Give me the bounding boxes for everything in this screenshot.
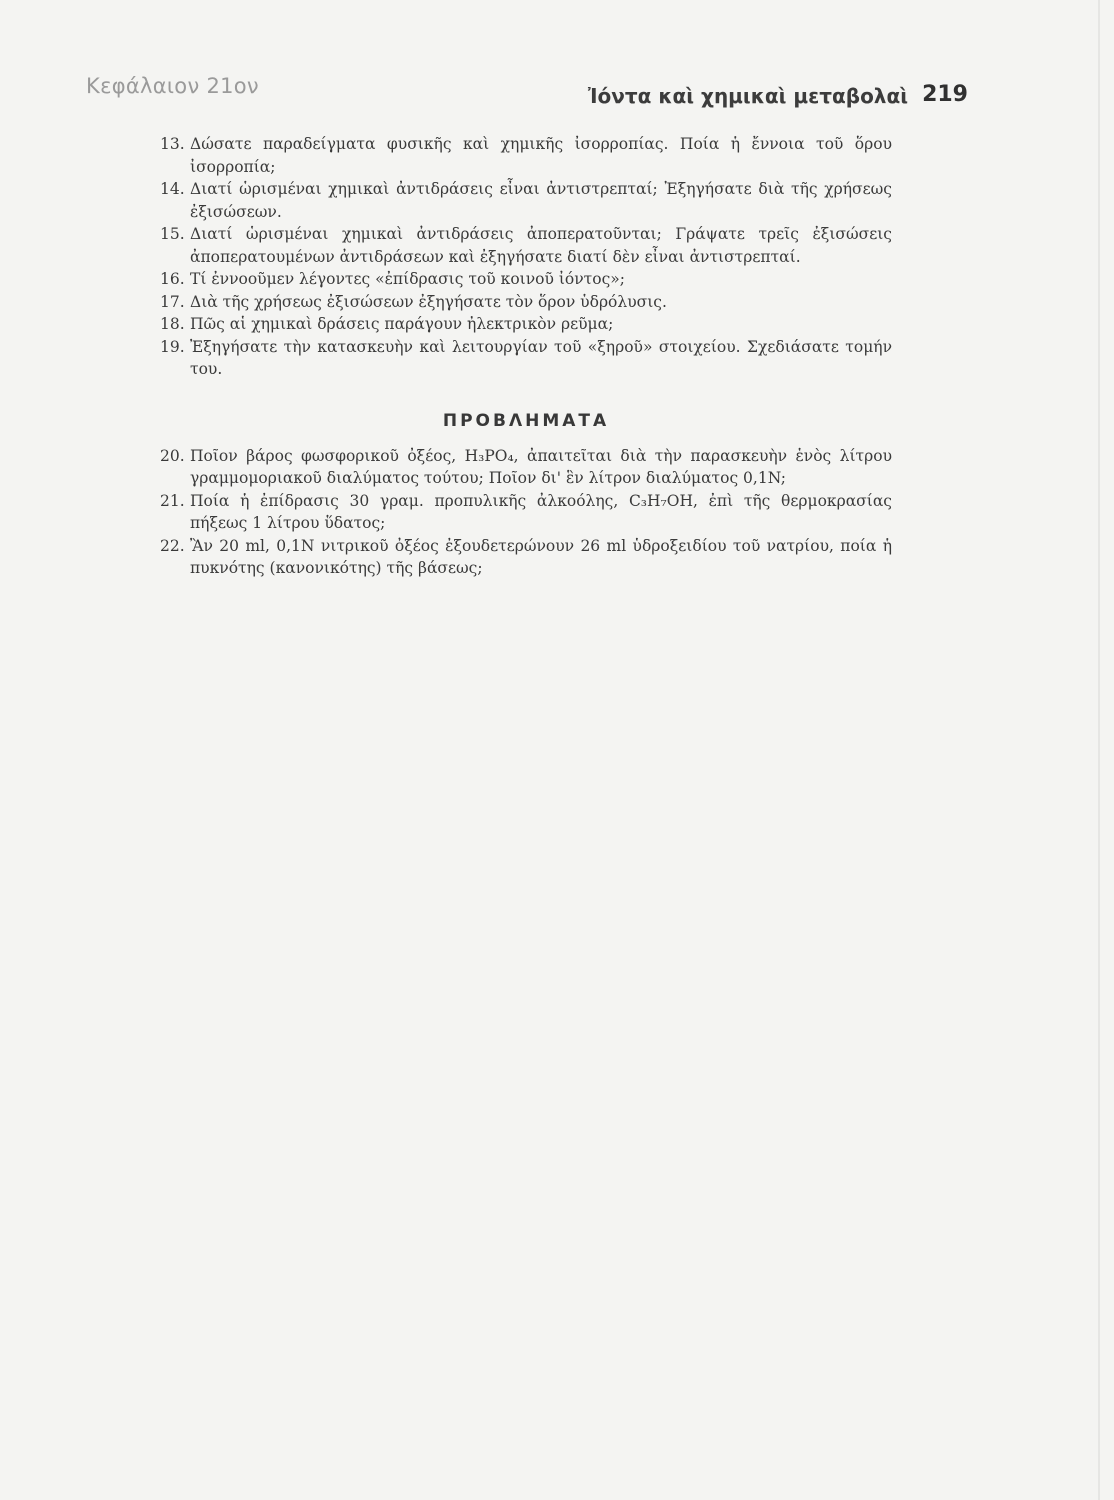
problem-number: 21. xyxy=(160,491,185,510)
question-text: Πῶς αἱ χημικαὶ δράσεις παράγουν ἠλεκτρικὸν ρεῦμα; xyxy=(190,315,614,333)
question-text: Διατί ὡρισμέναι χημικαὶ ἀντιδράσεις εἶναι ἀντιστρεπταί; Ἐξηγήσατε διὰ τῆς χρήσεως ἐξισώσεων. xyxy=(190,180,892,221)
question-14 xyxy=(160,178,892,223)
chapter-label: Κεφάλαιον 21ον xyxy=(86,74,259,98)
page-header xyxy=(86,72,968,112)
page-content xyxy=(160,133,892,580)
problem-text: Ἂν 20 ml, 0,1N νιτρικοῦ ὀξέος ἐξουδετερώνουν 26 ml ὑδροξειδίου τοῦ νατρίου, ποία ἡ πυκνότης (κανονικότης) τῆς βάσεως; xyxy=(190,536,892,577)
question-number: 17. xyxy=(160,292,185,311)
question-text: Διατί ὡρισμέναι χημικαὶ ἀντιδράσεις ἀποπερατοῦνται; Γράψατε τρεῖς ἐξισώσεις ἀποπερατουμένων ἀντιδράσεων καὶ ἐξηγήσατε διατί δὲν εἶναι ἀντιστρεπταί. xyxy=(190,225,892,266)
question-text: Διὰ τῆς χρήσεως ἐξισώσεων ἐξηγήσατε τὸν ὅρον ὑδρόλυσις. xyxy=(190,292,667,311)
question-number: 13. xyxy=(160,135,185,153)
question-number: 18. xyxy=(160,315,185,333)
questions-list xyxy=(160,133,892,381)
question-17 xyxy=(160,291,892,314)
question-15 xyxy=(160,223,892,268)
question-number: 19. xyxy=(160,337,185,356)
running-title: Ἰόντα καὶ χημικαὶ μεταβολαὶ xyxy=(587,84,908,108)
question-13 xyxy=(160,133,892,178)
problems-heading: ΠΡΟΒΛΗΜΑΤΑ xyxy=(442,410,610,431)
problem-number: 22. xyxy=(160,536,185,555)
problem-20 xyxy=(160,445,892,490)
problem-number: 20. xyxy=(160,446,185,465)
question-number: 14. xyxy=(160,180,185,198)
problem-21 xyxy=(160,490,892,535)
problem-22 xyxy=(160,535,892,580)
problem-text: Ποία ἡ ἐπίδρασις 30 γραμ. προπυλικῆς ἀλκοόλης, C₃H₇OH, ἐπὶ τῆς θερμοκρασίας πήξεως 1 λίτρου ὕδατος; xyxy=(190,491,892,532)
question-18 xyxy=(160,313,892,336)
question-text: Ἐξηγήσατε τὴν κατασκευὴν καὶ λειτουργίαν τοῦ «ξηροῦ» στοιχείου. Σχεδιάσατε τομήν του. xyxy=(190,337,892,378)
question-text: Δώσατε παραδείγματα φυσικῆς καὶ χημικῆς ἰσορροπίας. Ποία ἡ ἔννοια τοῦ ὅρου ἰσορροπία; xyxy=(190,135,892,176)
question-19 xyxy=(160,336,892,381)
question-16 xyxy=(160,268,892,291)
problems-list xyxy=(160,445,892,580)
page-number: 219 xyxy=(922,82,968,107)
question-number: 16. xyxy=(160,270,185,288)
scan-edge-shadow xyxy=(1098,0,1100,1500)
problem-text: Ποῖον βάρος φωσφορικοῦ ὀξέος, H₃PO₄, ἀπαιτεῖται διὰ τὴν παρασκευὴν ἑνὸς λίτρου γραμμομοριακοῦ διαλύματος τούτου; Ποῖον δι' ἓν λίτρον διαλύματος 0,1N; xyxy=(190,446,892,487)
question-number: 15. xyxy=(160,225,185,243)
question-text: Τί ἐννοοῦμεν λέγοντες «ἐπίδρασις τοῦ κοινοῦ ἰόντος»; xyxy=(190,270,625,288)
